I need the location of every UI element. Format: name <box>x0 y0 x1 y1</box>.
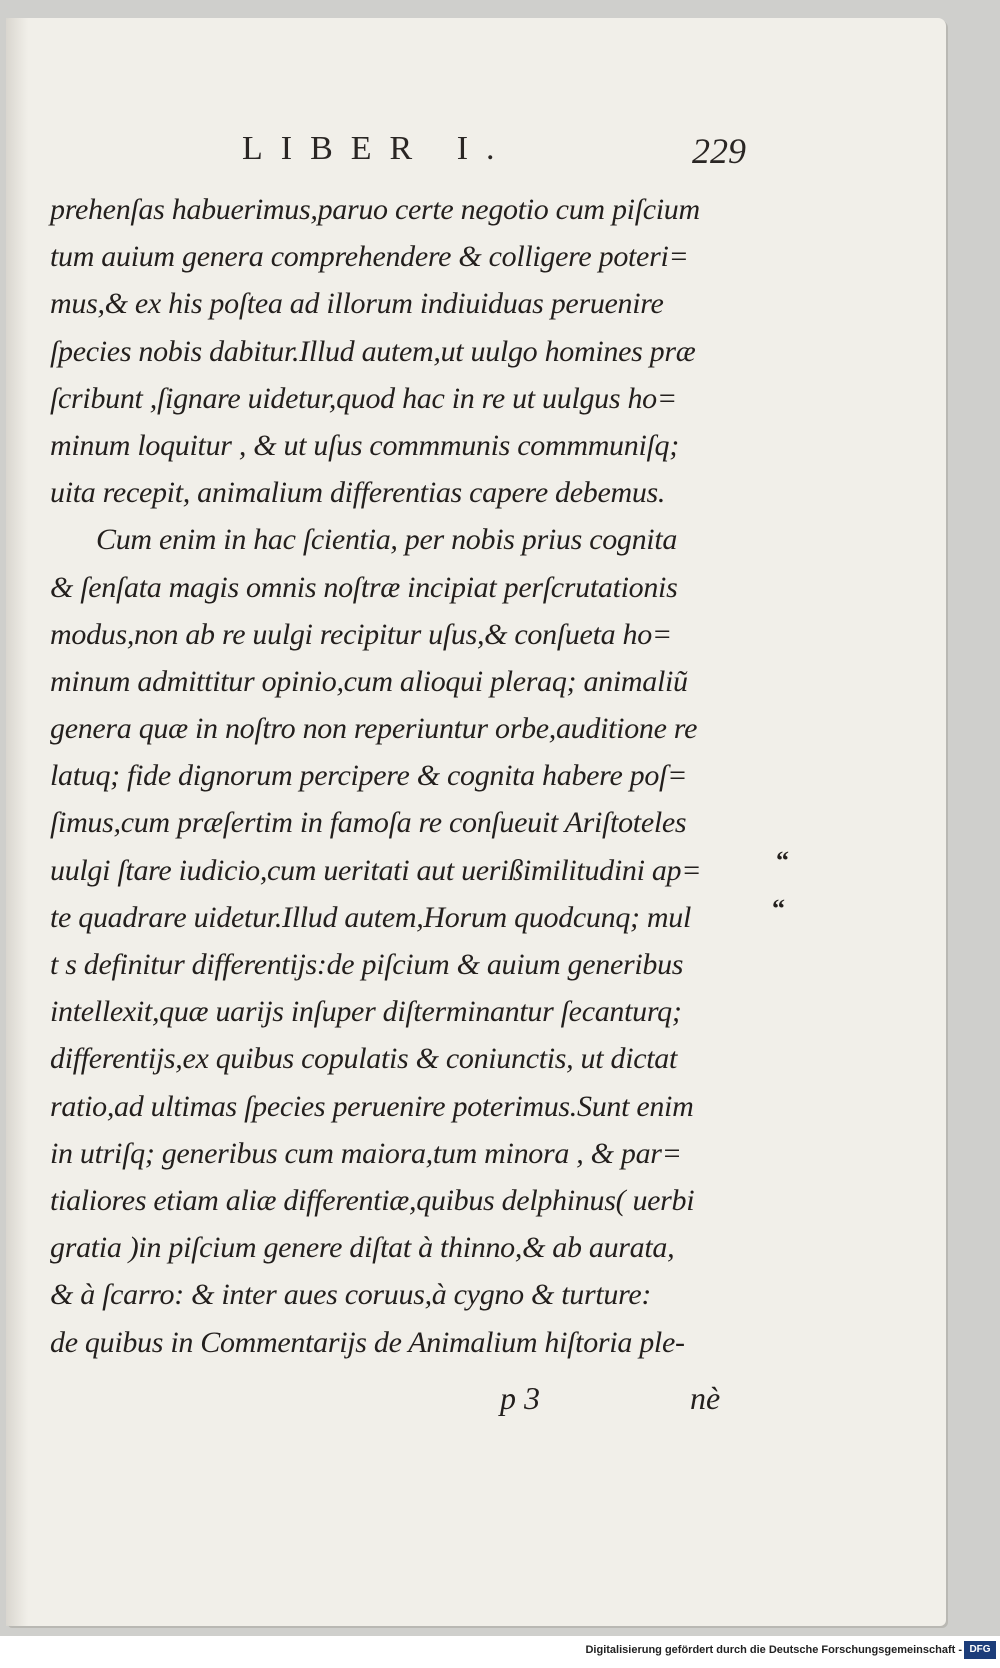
text-line: ſpecies nobis dabitur.Illud autem,ut uulgo homines præ <box>50 334 696 368</box>
quotation-margin-mark: “ <box>772 894 785 923</box>
text-line: minum loquitur , & ut uſus commmunis commmuniſq; <box>50 428 679 462</box>
text-line: minum admittitur opinio,cum alioqui pleraq; animaliũ <box>50 664 688 698</box>
running-head: LIBER I. <box>242 130 513 167</box>
footer-bar <box>0 1636 1000 1668</box>
text-line: de quibus in Commentarijs de Animalium hiſtoria ple- <box>50 1325 685 1359</box>
text-line: ſimus,cum præſertim in famoſa re conſueuit Ariſtoteles <box>50 806 687 840</box>
catchword: nè <box>690 1380 721 1416</box>
text-line: uulgi ſtare iudicio,cum ueritati aut uerißimilitudini ap= <box>50 853 702 887</box>
text-line: mus,& ex his poſtea ad illorum indiuiduas peruenire <box>50 287 664 321</box>
text-line: gratia )in piſcium genere diſtat à thinno,& ab aurata, <box>50 1231 675 1265</box>
paragraph-start-line: Cum enim in hac ſcientia, per nobis prius cognita <box>96 523 678 557</box>
text-line: te quadrare uidetur.Illud autem,Horum quodcunq; mul <box>50 900 692 934</box>
book-page <box>6 18 946 1626</box>
text-line: tialiores etiam aliæ differentiæ,quibus delphinus( uerbi <box>50 1183 695 1217</box>
signature-mark: p 3 <box>500 1380 540 1416</box>
text-line: t s definitur differentijs:de piſcium & auium generibus <box>50 948 684 981</box>
page-header <box>6 130 946 170</box>
text-line: intellexit,quæ uarijs inſuper diſterminantur ſecanturq; <box>50 995 682 1029</box>
funding-credit: Digitalisierung gefördert durch die Deutsche Forschungsgemeinschaft - <box>585 1644 962 1656</box>
text-line: latuq; fide dignorum percipere & cognita habere poſ= <box>50 759 688 793</box>
page-number: 229 <box>692 131 746 171</box>
quotation-margin-mark: “ <box>776 846 789 875</box>
text-line: ratio,ad ultimas ſpecies peruenire poterimus.Sunt enim <box>50 1089 694 1123</box>
text-line: in utriſq; generibus cum maiora,tum minora , & par= <box>50 1136 682 1170</box>
dfg-logo: DFG <box>964 1641 996 1659</box>
page-gutter-shadow <box>6 18 28 1626</box>
text-line: modus,non ab re uulgi recipitur uſus,& conſueta ho= <box>50 617 672 651</box>
text-line: & ſenſata magis omnis noſtræ incipiat perſcrutationis <box>50 570 678 604</box>
text-line: uita recepit, animalium differentias capere debemus. <box>50 476 666 510</box>
text-line: genera quæ in noſtro non reperiuntur orbe,auditione re <box>50 712 698 746</box>
text-block <box>50 186 770 1366</box>
text-line: prehenſas habuerimus,paruo certe negotio cum piſcium <box>50 193 700 226</box>
text-line: & à ſcarro: & inter aues coruus,à cygno & turture: <box>50 1278 652 1312</box>
text-line: differentijs,ex quibus copulatis & coniunctis, ut dictat <box>50 1042 678 1076</box>
text-line: tum auium genera comprehendere & colligere poteri= <box>50 240 689 274</box>
text-line: ſcribunt ,ſignare uidetur,quod hac in re ut uulgus ho= <box>50 381 677 415</box>
